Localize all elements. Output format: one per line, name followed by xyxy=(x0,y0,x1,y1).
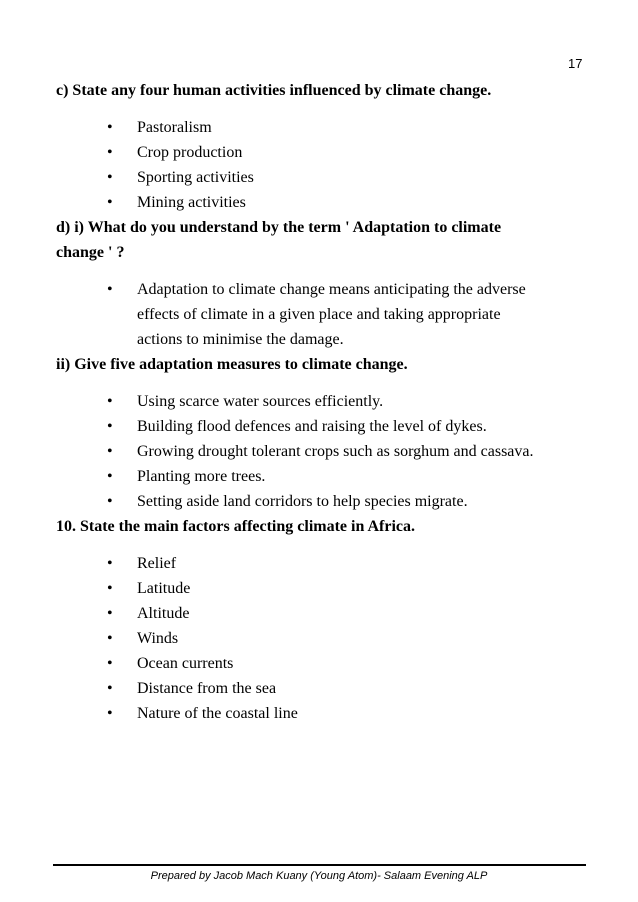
page-number: 17 xyxy=(568,56,583,71)
bullet-icon: • xyxy=(107,418,113,435)
bullet-icon: • xyxy=(107,555,113,572)
answer-line: effects of climate in a given place and taking appropriate xyxy=(137,306,501,323)
bullet-icon: • xyxy=(107,281,113,298)
list-item: • Pastoralism xyxy=(56,115,596,140)
bullet-icon: • xyxy=(107,630,113,647)
list-item: • Latitude xyxy=(56,576,596,601)
answer-list-10 xyxy=(56,551,596,726)
list-item: • Altitude xyxy=(56,601,596,626)
bullet-icon: • xyxy=(107,580,113,597)
list-item: • Using scarce water sources efficiently. xyxy=(56,389,596,414)
bullet-icon: • xyxy=(107,169,113,186)
footer-credit: Prepared by Jacob Mach Kuany (Young Atom)- Salaam Evening ALP xyxy=(150,870,488,882)
list-item: • Sporting activities xyxy=(56,165,596,190)
list-item: • Nature of the coastal line xyxy=(56,701,596,726)
bullet-icon: • xyxy=(107,605,113,622)
list-item: • Growing drought tolerant crops such as sorghum and cassava. xyxy=(56,439,596,464)
bullet-icon: • xyxy=(107,680,113,697)
bullet-icon: • xyxy=(107,655,113,672)
list-item: • Planting more trees. xyxy=(56,464,596,489)
list-item: • Relief xyxy=(56,551,596,576)
question-d-i xyxy=(56,215,596,265)
list-item: • Mining activities xyxy=(56,190,596,215)
question-10: 10. State the main factors affecting climate in Africa. xyxy=(56,518,416,535)
bullet-icon: • xyxy=(107,194,113,211)
bullet-icon: • xyxy=(107,119,113,136)
bullet-icon: • xyxy=(107,468,113,485)
question-d-ii: ii) Give five adaptation measures to climate change. xyxy=(56,356,408,373)
answer-line: Adaptation to climate change means anticipating the adverse xyxy=(137,281,526,298)
bullet-icon: • xyxy=(107,144,113,161)
list-item xyxy=(56,277,596,352)
bullet-icon: • xyxy=(107,493,113,510)
list-item: • Winds xyxy=(56,626,596,651)
question-c: c) State any four human activities influenced by climate change. xyxy=(56,82,492,99)
list-item: • Distance from the sea xyxy=(56,676,596,701)
bullet-icon: • xyxy=(107,393,113,410)
question-d-i-line1: d) i) What do you understand by the term ' Adaptation to climate xyxy=(56,219,502,236)
question-d-i-line2: change ' ? xyxy=(56,244,125,261)
list-item: • Setting aside land corridors to help species migrate. xyxy=(56,489,596,514)
list-item: • Building flood defences and raising the level of dykes. xyxy=(56,414,596,439)
answer-list-c xyxy=(56,115,596,215)
answer-line: actions to minimise the damage. xyxy=(137,331,344,348)
list-item: • Ocean currents xyxy=(56,651,596,676)
answer-list-d-ii xyxy=(56,389,596,514)
bullet-icon: • xyxy=(107,443,113,460)
bullet-icon: • xyxy=(107,705,113,722)
answer-list-d-i xyxy=(56,277,596,352)
list-item: • Crop production xyxy=(56,140,596,165)
document-body xyxy=(56,78,596,726)
footer-divider xyxy=(53,864,586,866)
